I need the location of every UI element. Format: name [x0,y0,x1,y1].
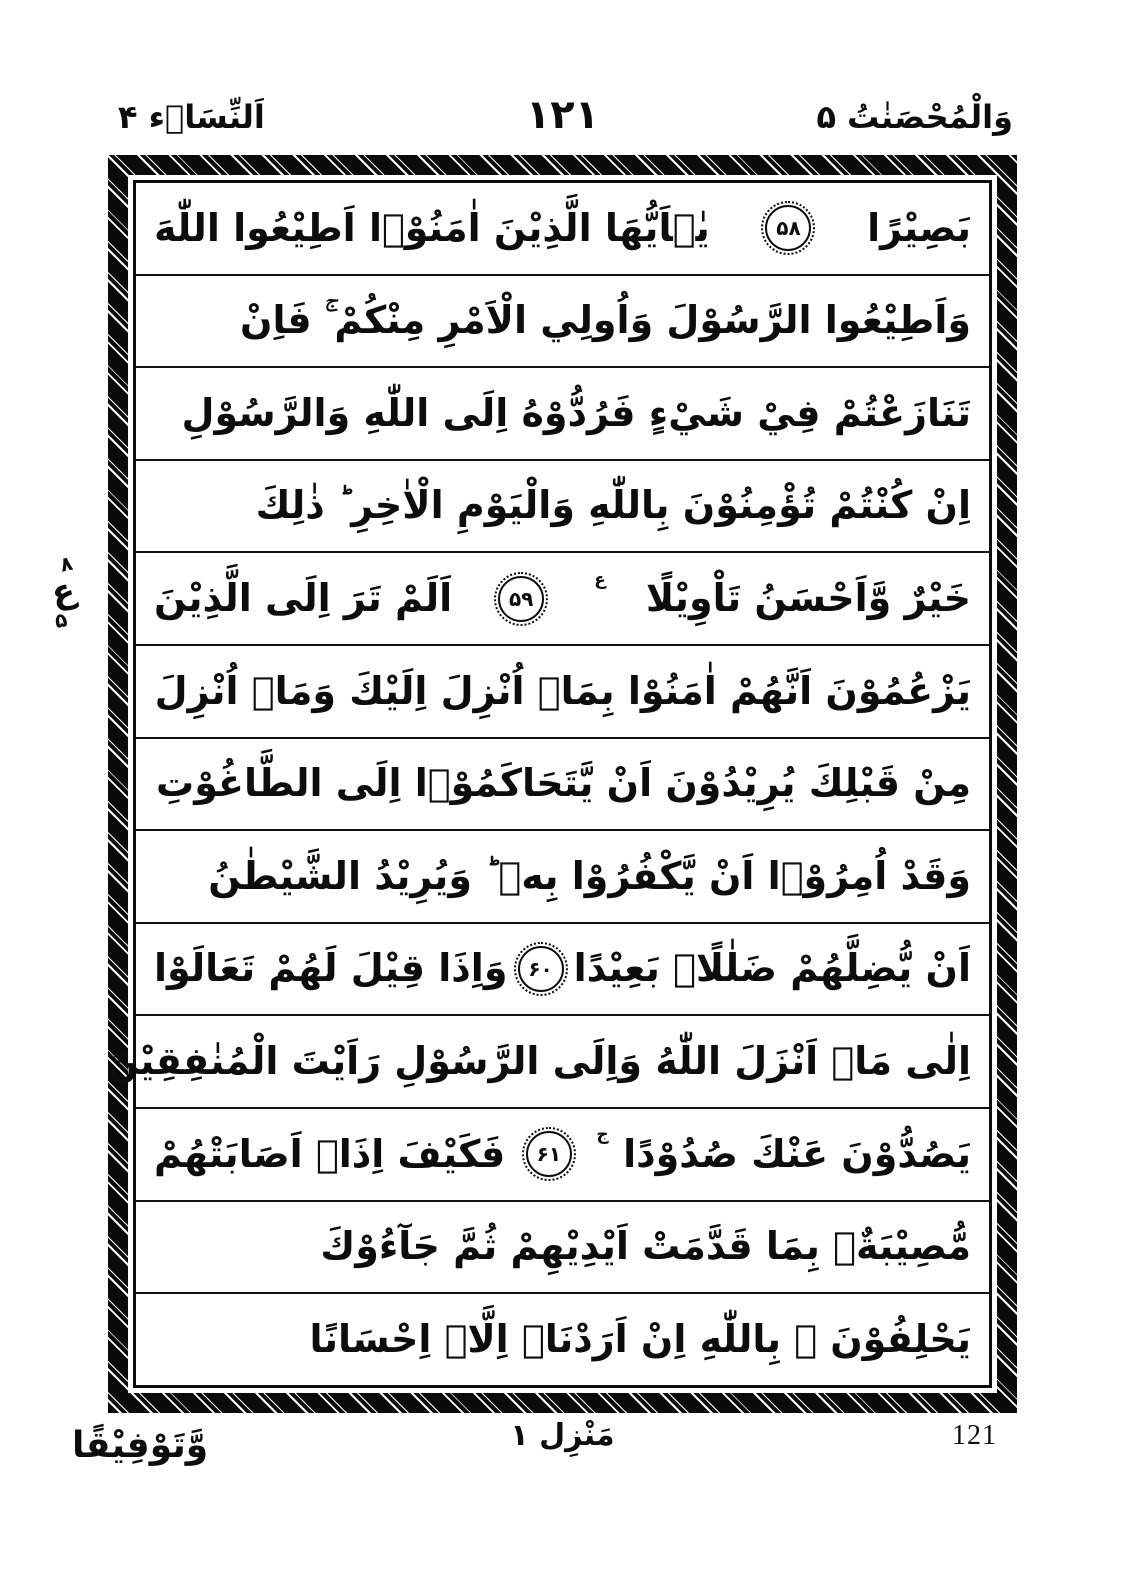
quran-line [136,183,989,276]
quran-frame [105,155,1017,1413]
quran-line-text [136,569,989,622]
ayah-text-segment: اِنْ كُنْتُمْ تُؤْمِنُوْنَ بِاللّٰهِ وَالْيَوْمِ الْاٰخِرِ ؕ ذٰلِكَ [255,483,971,528]
quran-line-text [136,1224,989,1270]
quran-text-area [105,180,992,1388]
ayah-text-segment: بَصِيْرًا [867,205,971,250]
quran-line [136,646,989,739]
quran-line-text [136,391,989,437]
ayah-text-segment: يٰۤاَيُّهَا الَّذِيْنَ اٰمَنُوْۤا اَطِيْعُوا اللّٰهَ [154,205,710,250]
quran-line [136,1109,989,1202]
ayah-text-segment: مِنْ قَبْلِكَ يُرِيْدُوْنَ اَنْ يَّتَحَاكَمُوْۤا اِلَى الطَّاغُوْتِ [156,761,971,806]
ruku-count-top: ۸ [57,550,75,577]
quran-line [136,739,989,832]
ruku-margin-marker [41,550,86,634]
ayah-text-segment: يَصُدُّوْنَ عَنْكَ صُدُوْدًا [623,1131,971,1176]
ayah-text-segment: يَزْعُمُوْنَ اَنَّهُمْ اٰمَنُوْا بِمَاۤ اُنْزِلَ اِلَيْكَ وَمَاۤ اُنْزِلَ [154,668,971,713]
ayah-text-segment: وَاِذَا قِيْلَ لَهُمْ تَعَالَوْا [154,946,508,991]
ayah-text-segment: تَنَازَعْتُمْ فِيْ شَيْءٍ فَرُدُّوْهُ اِلَى اللّٰهِ وَالرَّسُوْلِ [181,390,971,435]
page-number-arabic: ۱۲۱ [525,92,600,138]
quran-line [136,368,989,461]
ayah-text-segment: اَلَمْ تَرَ اِلَى الَّذِيْنَ [154,575,453,620]
verse-end-marker: ۵۸ [765,205,811,251]
quran-line [136,553,989,646]
quran-line-text [136,483,989,529]
quran-line [136,276,989,369]
ayah-text-segment: يَحْلِفُوْنَ ۖ بِاللّٰهِ اِنْ اَرَدْنَاۤ اِلَّاۤ اِحْسَانًا [309,1316,971,1361]
waqf-stop-mark: ج [596,1125,609,1146]
ayah-text-segment: اَنْ يُّضِلَّهُمْ ضَلٰلًاۢ بَعِيْدًا [573,946,971,991]
quran-line-text [136,669,989,715]
ruku-count-bottom: ۵ [52,607,70,634]
quran-line-text [136,761,989,807]
quran-line [136,924,989,1017]
verse-end-marker: ۵۹ [498,576,544,622]
quran-line [136,1294,989,1385]
verse-end-marker: ۶۰ [518,946,564,992]
ayah-text-segment: اِلٰى مَاۤ اَنْزَلَ اللّٰهُ وَاِلَى الرَّسُوْلِ رَاَيْتَ الْمُنٰفِقِيْنَ [105,1038,971,1083]
quran-line-text [136,946,989,992]
ayah-text-segment: خَيْرٌ وَّاَحْسَنُ تَاْوِيْلًا [645,575,971,620]
quran-line-text [136,1317,989,1363]
surah-name-label: اَلنِّسَاۤء ۴ [118,98,265,136]
quran-line [136,461,989,554]
waqf-stop-mark: ع [594,569,606,590]
ayah-text-segment: فَكَيْفَ اِذَاۤ اَصَابَتْهُمْ [154,1131,506,1176]
ayah-text-segment: وَاَطِيْعُوا الرَّسُوْلَ وَاُولِي الْاَمْرِ مِنْكُمْ ۚ فَاِنْ [240,298,971,343]
quran-line-text [105,1038,989,1085]
juz-name-label: وَالْمُحْصَنٰتُ ۵ [816,98,1013,136]
ayah-text-segment: مُّصِيْبَةٌۢ بِمَا قَدَّمَتْ اَيْدِيْهِمْ ثُمَّ جَآءُوْكَ [320,1224,971,1269]
footer-catchword: وَّتَوْفِيْقًا [72,1425,209,1466]
quran-line [136,831,989,924]
quran-line-text [136,854,989,900]
footer-manzil-label: مَنْزِل ۱ [510,1418,615,1453]
verse-end-marker: ۶۱ [526,1131,572,1177]
footer-page-number: 121 [952,1420,997,1451]
quran-line-text [136,298,989,344]
quran-line-text [136,1125,989,1177]
ruku-ain-symbol: ع [47,570,79,614]
quran-line [136,1202,989,1295]
quran-line [105,1016,989,1109]
ayah-text-segment: وَقَدْ اُمِرُوْۤا اَنْ يَّكْفُرُوْا بِهٖ ؕ وَيُرِيْدُ الشَّيْطٰنُ [208,853,971,898]
quran-line-text [136,205,989,251]
